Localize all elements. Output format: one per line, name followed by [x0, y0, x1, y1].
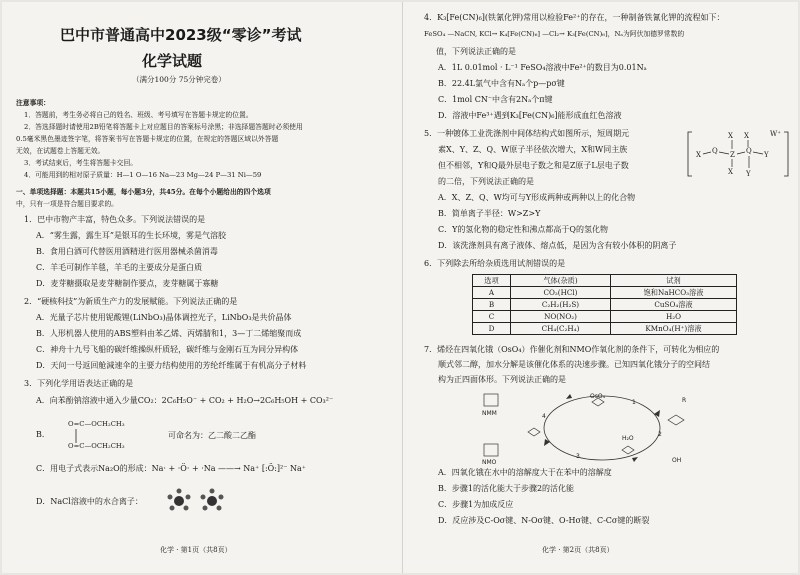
table-cell: CH₄(C₂H₄): [511, 323, 611, 335]
table-header-cell: 气体(杂质): [511, 275, 611, 287]
table-cell: C₂H₂(H₂S): [511, 299, 611, 311]
table-cell: D: [473, 323, 511, 335]
q4-option-d: D．溶液中Fe³⁺遇到K₃[Fe(CN)₆]能形成血红色溶液: [438, 111, 622, 120]
q3-option-d: D．NaCl溶液中的水合离子：: [36, 497, 143, 506]
q5-stem-cont: 素X、Y、Z、Q、W原子半径依次增大，X和W同主族: [438, 145, 628, 154]
table-cell: CO₂(HCl): [511, 287, 611, 299]
q3-option-b-label: B．: [36, 430, 50, 439]
table-row: [473, 323, 737, 335]
table-row: [473, 287, 737, 299]
page-2: [412, 2, 796, 573]
svg-text:Q: Q: [746, 147, 752, 155]
catalytic-cycle-figure: [472, 388, 732, 468]
cycle-label: 3: [576, 453, 580, 460]
svg-text:W⁺: W⁺: [770, 130, 781, 138]
page-footer: 化学 · 第2页（共8页）: [542, 546, 614, 554]
q4-stem: 4．K₃[Fe(CN)₆](铁氰化钾)常用以检验Fe²⁺的存在，一种制备铁氰化钾的流程如下：: [424, 13, 725, 22]
q1-option-d: D．麦芽糖摄取是麦芽糖制作要点，麦芽糖属于寡糖: [36, 279, 219, 288]
section-heading: 一、单项选择题：本题共15小题，每小题3分，共45分。在每个小题给出的四个选项: [16, 188, 271, 196]
notice-heading: 注意事项：: [16, 99, 50, 107]
svg-text:Z: Z: [730, 151, 735, 159]
q6-table: [472, 274, 737, 335]
exam-subtitle: 化学试题: [142, 52, 203, 70]
table-header-cell: 选项: [473, 275, 511, 287]
q7-stem-cont: 顺式邻二醇，加水分解是该催化体系的决速步骤。已知四氧化锇分子的空间结: [438, 360, 710, 369]
q5-structure-figure: [684, 124, 792, 184]
table-cell: 饱和NaHCO₃溶液: [611, 287, 737, 299]
cycle-label: OH: [672, 457, 682, 464]
cycle-label: 4: [542, 413, 546, 420]
hydrated-ions-figure: [164, 486, 228, 516]
q7-option-b: B．步骤1的活化能大于步骤2的活化能: [438, 484, 575, 493]
q1-option-b: B．食用白酒可代替医用酒精进行医用器械杀菌消毒: [36, 247, 218, 256]
q2-option-b: B．人形机器人使用的ABS塑料由苯乙烯、丙烯腈和1，3—丁二烯缩聚而成: [36, 329, 302, 338]
exam-meta: （满分100分 75分钟完卷）: [132, 75, 226, 84]
svg-text:X: X: [728, 132, 733, 140]
q3-structure-bond: [74, 429, 78, 443]
q1-stem: 1．巴中市物产丰富，特色众多。下列说法错误的是: [24, 215, 206, 224]
table-row: [473, 299, 737, 311]
q6-stem: 6．下列除去所给杂质选用试剂错误的是: [424, 259, 566, 268]
q2-option-d: D．天问一号返回舱減速伞的主要力结构使用的芳纶纤维属于有机高分子材料: [36, 361, 307, 370]
cycle-label: 2: [658, 431, 662, 438]
table-header-cell: 试剂: [611, 275, 737, 287]
q2-option-a: A．光量子芯片使用铌酸锂(LiNbO₃)晶体调控光子，LiNbO₃是共价晶体: [36, 313, 292, 322]
table-cell: NO(NO₂): [511, 311, 611, 323]
table-cell: KMnO₄(H⁺)溶液: [611, 323, 737, 335]
cycle-label: H₂O: [622, 435, 634, 442]
table-cell: B: [473, 299, 511, 311]
table-cell: C: [473, 311, 511, 323]
table-cell: H₂O: [611, 311, 737, 323]
q3-option-a: A．向苯酚钠溶液中通入少量CO₂：2C₆H₅O⁻ + CO₂ + H₂O→2C₆H₅OH + CO₃²⁻: [36, 396, 334, 405]
page-footer: 化学 · 第1页（共8页）: [160, 546, 232, 554]
exam-sheet: [2, 2, 798, 573]
page-1: [12, 2, 400, 573]
exam-title: 巴中市普通高中2023级“零诊”考试: [60, 26, 302, 44]
q5-stem-cont: 但不相邻，Y和Q最外层电子数之和是Z原子L层电子数: [438, 161, 629, 170]
page-fold: [402, 2, 403, 573]
svg-text:Q: Q: [712, 147, 718, 155]
q7-option-c: C．步骤1为加成反应: [438, 500, 514, 509]
q3-structure-line: O=C—OCH₂CH₃: [68, 420, 125, 428]
q5-option-a: A．X、Z、Q、W均可与Y形成两种或两种以上的化合物: [438, 193, 636, 202]
q5-option-c: C．Y的氢化物的稳定性和沸点都高于Q的氢化物: [438, 225, 608, 234]
cycle-label: NMM: [482, 410, 497, 417]
notice-line: 4．可能用到的相对原子质量：H—1 O—16 Na—23 Mg—24 P—31 Ni—59: [24, 171, 262, 179]
notice-line: 2．答选择题时请使用2B铅笔将答题卡上对应题目的答案标号涂黑；非选择题答题时必须使用: [24, 123, 303, 131]
q2-stem: 2．“硬核科技”为新质生产力的发展赋能。下列说法正确的是: [24, 297, 238, 306]
q7-option-a: A．四氧化锇在水中的溶解度大于在苯中的溶解度: [438, 468, 612, 477]
q1-option-a: A．“雾生露，露生耳”是银耳的生长环境，雾是气溶胶: [36, 231, 226, 240]
q2-option-c: C．神舟十九号飞船的碳纤维操纵杆质轻，碳纤维与金刚石互为同分异构体: [36, 345, 299, 354]
table-cell: A: [473, 287, 511, 299]
notice-line: 0.5毫米黑色墨迹签字笔，将答案书写在答题卡规定的位置，在规定的答题区域以外答题: [16, 135, 279, 143]
q3-option-b-name: 可命名为：乙二酸二乙酯: [168, 431, 256, 440]
table-header-row: [473, 275, 737, 287]
svg-text:X: X: [728, 168, 733, 176]
notice-line: 1．答题前，考生务必将自己的姓名、班级、考号填写在答题卡规定的位置。: [24, 111, 253, 119]
table-cell: CuSO₄溶液: [611, 299, 737, 311]
q5-option-d: D．该洗涤剂具有离子液体、熔点低，是因为含有较小体积的阴离子: [438, 241, 677, 250]
q4-flow: FeSO₄ —NaCN, KCl→ K₄[Fe(CN)₆] —Cl₂→ K₃[Fe(CN)₆]，Nₐ为阿伏加德罗常数的: [424, 30, 685, 38]
q4-option-b: B．22.4L氯气中含有Nₐ个p—pσ键: [438, 79, 565, 88]
svg-text:Y: Y: [764, 151, 769, 159]
svg-text:Y: Y: [746, 170, 751, 178]
cycle-label: OsO₄: [590, 393, 605, 400]
section-heading-cont: 中，只有一项是符合题目要求的。: [16, 200, 118, 208]
notice-line: 无效，在试题卷上答题无效。: [16, 147, 105, 155]
cycle-label: R: [682, 397, 687, 404]
q3-stem: 3．下列化学用语表达正确的是: [24, 379, 134, 388]
q5-option-b: B．简单离子半径：W>Z>Y: [438, 209, 541, 218]
q5-stem-cont: 的二倍，下列说法正确的是: [438, 177, 534, 186]
q7-stem-cont: 构为正四面体形。下列说法正确的是: [438, 375, 566, 384]
notice-line: 3．考试结束后，考生将答题卡交回。: [24, 159, 138, 167]
svg-text:X: X: [744, 132, 749, 140]
q5-stem: 5．一种镀体工业洗涤剂中间体结构式如图所示，短周期元: [424, 129, 630, 138]
q4-stem-cont: 值，下列说法正确的是: [436, 47, 516, 56]
q7-stem: 7．烯烃在四氧化锇（OsO₄）作催化剂和NMO作氧化剂的条件下，可转化为相应的: [424, 345, 720, 354]
q4-option-c: C．1mol CN⁻中含有2Nₐ个π键: [438, 95, 553, 104]
cycle-label: NMO: [482, 459, 497, 466]
q3-structure-line: O=C—OCH₂CH₃: [68, 442, 125, 450]
svg-text:X: X: [696, 151, 701, 159]
q7-option-d: D．反应涉及C-Oσ键、N-Oσ键、O-Hσ键、C-Cσ键的断裂: [438, 516, 650, 525]
table-row: [473, 311, 737, 323]
q4-option-a: A．1L 0.01mol · L⁻¹ FeSO₄溶液中Fe²⁺的数目为0.01Nₐ: [438, 63, 647, 72]
cycle-label: 1: [632, 399, 636, 406]
q1-option-c: C．羊毛可制作羊毯，羊毛的主要成分是蛋白质: [36, 263, 203, 272]
q3-option-c: C．用电子式表示Na₂O的形成：Na· + ·Ö· + ·Na ——→ Na⁺ [:Ö:]²⁻ Na⁺: [36, 464, 306, 473]
